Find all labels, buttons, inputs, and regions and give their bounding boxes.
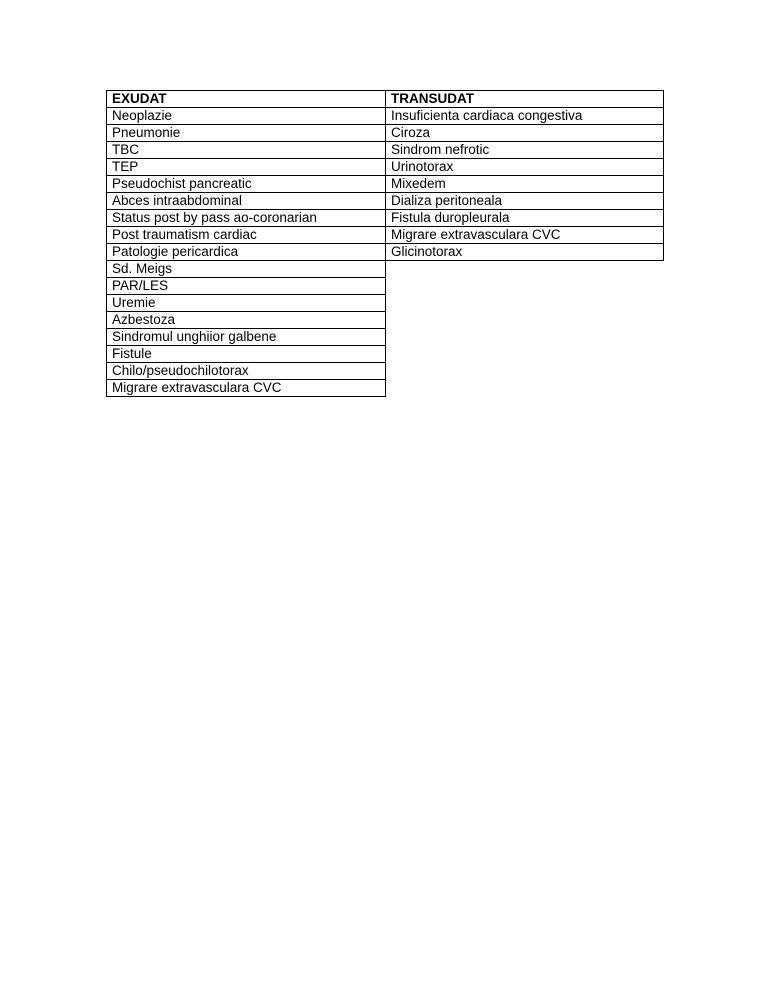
table-row [107,312,664,329]
exudat-cell: Fistule [107,346,386,363]
transudat-cell: Glicinotorax [386,244,664,261]
table-row [107,346,664,363]
table-row [107,108,664,125]
exudat-cell: Pneumonie [107,125,386,142]
transudat-cell [386,312,664,329]
table-row [107,261,664,278]
transudat-cell: Dializa peritoneala [386,193,664,210]
table-row [107,142,664,159]
header-transudat: TRANSUDAT [386,91,664,108]
transudat-cell [386,380,664,397]
transudat-cell [386,329,664,346]
exudat-cell: PAR/LES [107,278,386,295]
table-row [107,380,664,397]
exudat-cell: Sindromul unghiior galbene [107,329,386,346]
exudat-cell: Azbestoza [107,312,386,329]
exudat-transudat-table [106,90,664,397]
transudat-cell [386,278,664,295]
transudat-cell: Sindrom nefrotic [386,142,664,159]
table-row [107,227,664,244]
table-row [107,363,664,380]
table-row [107,210,664,227]
exudat-cell: Migrare extravasculara CVC [107,380,386,397]
exudat-cell: TEP [107,159,386,176]
transudat-cell: Fistula duropleurala [386,210,664,227]
table-row [107,329,664,346]
table-header-row [107,91,664,108]
transudat-cell [386,261,664,278]
header-exudat: EXUDAT [107,91,386,108]
table-row [107,159,664,176]
table-row [107,244,664,261]
exudat-cell: Uremie [107,295,386,312]
exudat-cell: Post traumatism cardiac [107,227,386,244]
exudat-cell: Pseudochist pancreatic [107,176,386,193]
exudat-cell: Chilo/pseudochilotorax [107,363,386,380]
exudat-cell: Patologie pericardica [107,244,386,261]
exudat-cell: Sd. Meigs [107,261,386,278]
exudat-cell: Abces intraabdominal [107,193,386,210]
exudat-transudat-table-wrapper [106,90,664,397]
exudat-cell: Neoplazie [107,108,386,125]
exudat-cell: TBC [107,142,386,159]
transudat-cell [386,346,664,363]
table-row [107,125,664,142]
table-row [107,176,664,193]
transudat-cell: Ciroza [386,125,664,142]
transudat-cell [386,363,664,380]
table-body [107,108,664,397]
transudat-cell: Insuficienta cardiaca congestiva [386,108,664,125]
table-row [107,193,664,210]
transudat-cell: Urinotorax [386,159,664,176]
transudat-cell [386,295,664,312]
transudat-cell: Migrare extravasculara CVC [386,227,664,244]
table-row [107,278,664,295]
exudat-cell: Status post by pass ao-coronarian [107,210,386,227]
transudat-cell: Mixedem [386,176,664,193]
table-row [107,295,664,312]
